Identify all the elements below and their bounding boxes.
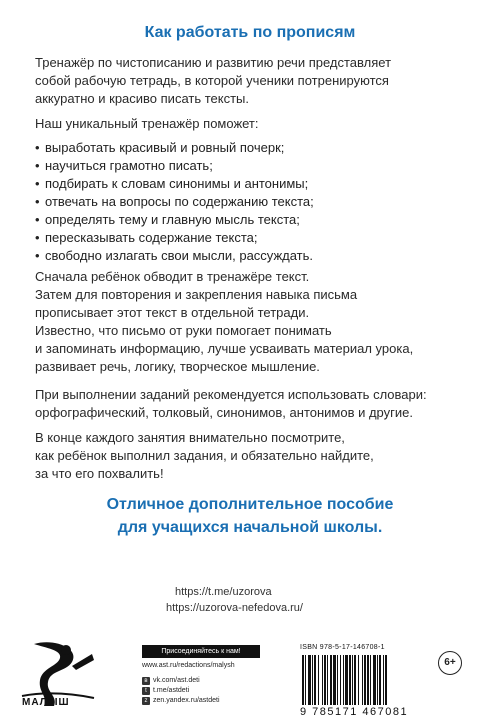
- page-title: Как работать по прописям: [144, 24, 356, 41]
- barcode-bar: [367, 655, 369, 705]
- bullet-icon: •: [35, 248, 40, 263]
- bullet-icon: •: [35, 140, 40, 155]
- barcode-bar: [373, 655, 376, 705]
- benefits-paragraph: Известно, что письмо от руки помогает понимать и запоминать информацию, лучше усваивать материал урока, развивает речь, логику, творческое мышление.: [35, 323, 414, 374]
- barcode-bar: [362, 655, 363, 705]
- barcode-bar: [305, 655, 306, 705]
- helps-intro: Наш уникальный тренажёр поможет:: [35, 116, 259, 131]
- social-row-zen[interactable]: z zen.yandex.ru/astdeti: [142, 696, 220, 706]
- bullet-icon: •: [35, 158, 40, 173]
- barcode-bar: [327, 655, 328, 705]
- barcode-number: 9 785171 467081: [300, 706, 409, 718]
- intro-line: собой рабочую тетрадь, в которой ученики потренируются: [35, 73, 389, 88]
- closing-paragraph: В конце каждого занятия внимательно посмотрите, как ребёнок выполнил задания, и обязательно найдите, за что его похвалить!: [35, 430, 374, 481]
- bullet-icon: •: [35, 230, 40, 245]
- barcode-bar: [318, 655, 319, 705]
- website-link[interactable]: https://uzorova-nefedova.ru/: [166, 602, 303, 614]
- zen-icon: z: [142, 697, 150, 705]
- publisher-logo: [14, 636, 134, 722]
- intro-line: Тренажёр по чистописанию и развитию речи представляет: [35, 55, 392, 70]
- bullet-icon: •: [35, 212, 40, 227]
- barcode-bar: [370, 655, 371, 705]
- list-item: • определять тему и главную мысль текста;: [35, 212, 300, 227]
- list-item: • пересказывать содержание текста;: [35, 230, 258, 245]
- isbn-text: ISBN 978-5-17-146708-1: [300, 644, 385, 651]
- list-item: • научиться грамотно писать;: [35, 158, 213, 173]
- telegram-icon: t: [142, 687, 150, 695]
- barcode-bar: [324, 655, 326, 705]
- dictionaries-paragraph: При выполнении заданий рекомендуется использовать словари: орфографический, толковый, синонимов, антонимов и другие.: [35, 387, 427, 420]
- barcode-bar: [383, 655, 384, 705]
- list-item: • свободно излагать свои мысли, рассуждать.: [35, 248, 314, 263]
- barcode-bar: [333, 655, 336, 705]
- intro-line: аккуратно и красиво писать тексты.: [35, 91, 250, 106]
- barcode-bar: [340, 655, 341, 705]
- barcode-bar: [354, 655, 356, 705]
- barcode-bar: [302, 655, 304, 705]
- barcode: [300, 655, 430, 707]
- barcode-bar: [308, 655, 311, 705]
- barcode-bar: [377, 655, 378, 705]
- social-row-telegram[interactable]: t t.me/astdeti: [142, 686, 220, 696]
- barcode-bar: [322, 655, 323, 705]
- barcode-bar: [364, 655, 366, 705]
- intro-paragraph: [35, 54, 485, 108]
- age-rating-badge: 6+: [438, 651, 462, 675]
- social-links: [142, 676, 220, 706]
- barcode-bar: [379, 655, 381, 705]
- bullet-icon: •: [35, 194, 40, 209]
- barcode-bar: [349, 655, 351, 705]
- list-item: • подбирать к словам синонимы и антонимы;: [35, 176, 309, 191]
- process-paragraph: Сначала ребёнок обводит в тренажёре текст. Затем для повторения и закрепления навыка письма прописывает этот текст в отдельной тетради.: [35, 269, 358, 320]
- publisher-site-link[interactable]: www.ast.ru/redactions/malysh: [142, 662, 235, 669]
- barcode-bar: [385, 655, 387, 705]
- barcode-bar: [314, 655, 316, 705]
- barcode-bar: [358, 655, 359, 705]
- bullet-icon: •: [35, 176, 40, 191]
- publisher-name: МАЛЫШ: [22, 697, 70, 708]
- barcode-bar: [345, 655, 348, 705]
- list-item: • отвечать на вопросы по содержанию текста;: [35, 194, 314, 209]
- skills-list: [35, 139, 485, 265]
- list-item: • выработать красивый и ровный почерк;: [35, 140, 285, 155]
- promo-text: Отличное дополнительное пособие для учащихся начальной школы.: [106, 496, 394, 536]
- barcode-bar: [330, 655, 332, 705]
- vk-icon: в: [142, 677, 150, 685]
- barcode-bar: [352, 655, 353, 705]
- social-row-vk[interactable]: в vk.com/ast.deti: [142, 676, 220, 686]
- barcode-bar: [312, 655, 313, 705]
- join-banner: Присоединяйтесь к нам!: [142, 645, 260, 658]
- barcode-bar: [337, 655, 338, 705]
- barcode-bar: [343, 655, 344, 705]
- telegram-link[interactable]: https://t.me/uzorova: [175, 586, 272, 598]
